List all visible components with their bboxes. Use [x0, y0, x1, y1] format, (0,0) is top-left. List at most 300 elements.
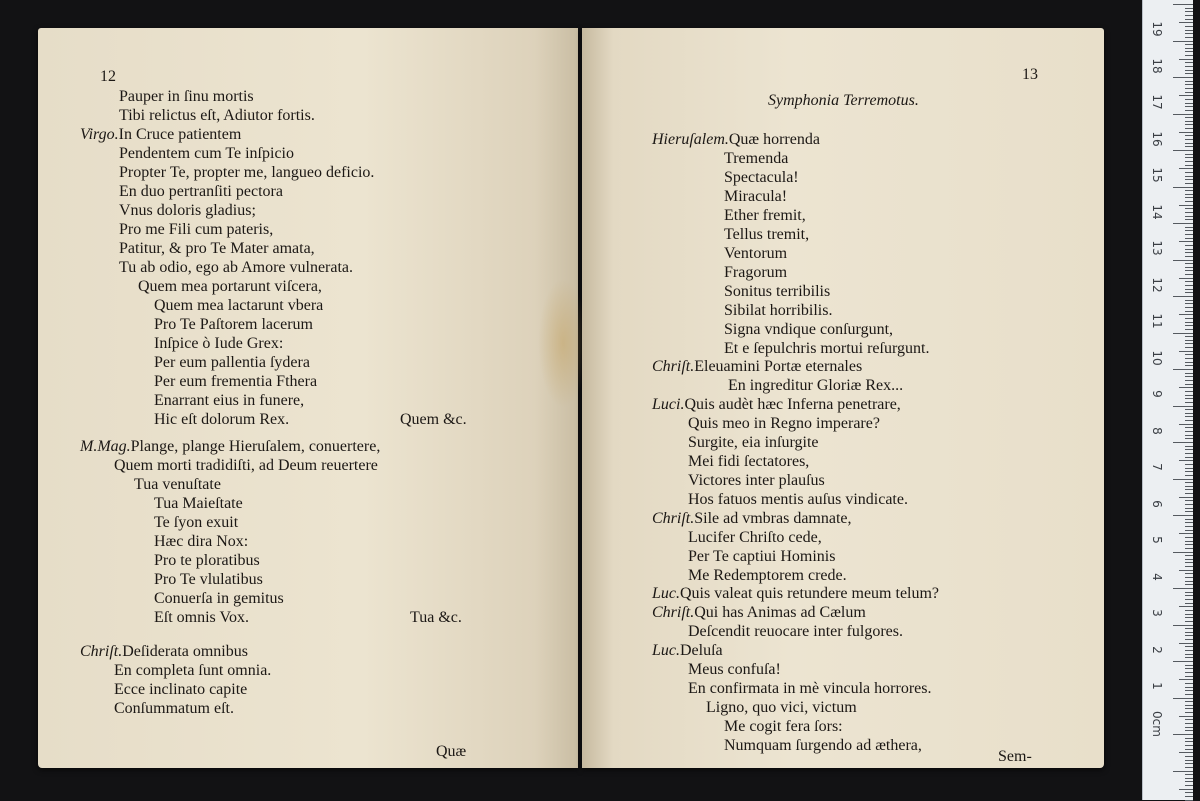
line-text: Plange, plange Hieruſalem, conuertere, — [130, 438, 381, 455]
ruler-tick — [1185, 792, 1193, 793]
speaker-label: Chriſt. — [652, 604, 695, 621]
ruler-tick — [1185, 51, 1193, 52]
ruler-tick — [1185, 194, 1193, 195]
ruler-tick — [1185, 730, 1193, 731]
text-line — [119, 240, 315, 258]
text-line — [652, 510, 852, 528]
catchword: Sem- — [998, 748, 1032, 765]
line-text: Hos fatuos mentis auſus vindicate. — [688, 491, 908, 508]
line-text: Ecce inclinato capite — [114, 681, 248, 698]
text-line — [688, 491, 908, 509]
line-text: Deſcendit reuocare inter fulgores. — [688, 623, 904, 640]
page-number: 12 — [100, 68, 116, 85]
ruler-tick — [1185, 668, 1193, 669]
text-line — [154, 590, 284, 608]
ruler-tick — [1185, 475, 1193, 476]
refrain-mark: Tua &c. — [410, 609, 462, 626]
text-line — [724, 718, 843, 736]
line-text: Tua Maieſtate — [154, 495, 243, 512]
ruler-tick — [1185, 486, 1193, 487]
ruler-tick — [1185, 530, 1193, 531]
ruler-tick — [1185, 219, 1193, 220]
ruler-label: 12 — [1150, 276, 1164, 293]
ruler-tick — [1185, 493, 1193, 494]
ruler-tick — [1185, 311, 1193, 312]
text-line — [80, 643, 248, 661]
ruler-tick — [1179, 278, 1193, 279]
text-line — [114, 681, 247, 699]
ruler-tick — [1185, 183, 1193, 184]
ruler-tick — [1179, 679, 1193, 680]
text-line — [688, 548, 835, 566]
ruler-tick — [1185, 190, 1193, 191]
speaker-label: Chriſt. — [652, 510, 695, 527]
text-line — [724, 264, 787, 282]
ruler-tick — [1173, 515, 1193, 516]
right-page — [582, 28, 1104, 768]
ruler-tick — [1185, 227, 1193, 228]
ruler-tick — [1185, 161, 1193, 162]
ruler-tick — [1185, 690, 1193, 691]
line-text: Conuerſa in gemitus — [154, 590, 284, 607]
ruler-tick — [1185, 639, 1193, 640]
line-text: En duo pertranſiti pectora — [119, 183, 283, 200]
ruler-tick — [1185, 358, 1193, 359]
ruler-label: 10 — [1150, 349, 1164, 366]
ruler-label: 17 — [1150, 94, 1164, 110]
ruler-tick — [1185, 252, 1193, 253]
ruler-tick — [1173, 369, 1193, 370]
ruler-tick — [1185, 263, 1193, 264]
ruler-tick — [1185, 566, 1193, 567]
ruler-tick — [1185, 519, 1193, 520]
ruler-tick — [1185, 256, 1193, 257]
ruler-tick — [1185, 106, 1193, 107]
text-line — [724, 226, 809, 244]
ruler-tick — [1185, 584, 1193, 585]
ruler-tick — [1179, 314, 1193, 315]
line-text: Inſpice ò Iude Grex: — [154, 335, 284, 352]
ruler-tick — [1185, 559, 1193, 560]
ruler-tick — [1185, 365, 1193, 366]
ruler-tick — [1173, 260, 1193, 261]
ruler-tick — [1185, 274, 1193, 275]
ruler-tick — [1173, 625, 1193, 626]
ruler-tick — [1185, 99, 1193, 100]
ruler-tick — [1185, 420, 1193, 421]
ruler-tick — [1179, 132, 1193, 133]
ruler-tick — [1185, 749, 1193, 750]
line-text: Surgite, eia inſurgite — [688, 434, 819, 451]
ruler-tick — [1185, 694, 1193, 695]
ruler-tick — [1179, 752, 1193, 753]
ruler-tick — [1185, 384, 1193, 385]
text-line — [724, 245, 787, 263]
line-text: Numquam ſurgendo ad æthera, — [724, 737, 922, 754]
ruler-tick — [1185, 336, 1193, 337]
line-text: Deſiderata omnibus — [122, 643, 248, 660]
text-line — [154, 373, 317, 391]
text-line — [724, 169, 799, 187]
line-text: In Cruce patientem — [118, 126, 242, 143]
speaker-label: M.Mag. — [80, 438, 131, 455]
line-text: Propter Te, propter me, langueo deficio. — [119, 164, 375, 181]
text-line — [80, 126, 241, 144]
ruler-tick — [1185, 654, 1193, 655]
ruler-tick — [1179, 387, 1193, 388]
ruler-tick — [1185, 267, 1193, 268]
line-text: Quæ horrenda — [728, 131, 820, 148]
text-line — [138, 278, 322, 296]
line-text: Spectacula! — [724, 169, 799, 186]
ruler-tick — [1185, 249, 1193, 250]
ruler-tick — [1185, 657, 1193, 658]
text-line — [724, 302, 832, 320]
line-text: Pendentem cum Te inſpicio — [119, 145, 294, 162]
line-text: Quis meo in Regno imperare? — [688, 415, 880, 432]
ruler-tick — [1185, 632, 1193, 633]
ruler-tick — [1185, 8, 1193, 9]
ruler-tick — [1185, 511, 1193, 512]
ruler-tick — [1185, 676, 1193, 677]
ruler-tick — [1185, 635, 1193, 636]
ruler-tick — [1185, 216, 1193, 217]
ruler-tick — [1185, 11, 1193, 12]
text-line — [652, 396, 901, 414]
ruler-tick — [1185, 398, 1193, 399]
ruler-tick — [1185, 143, 1193, 144]
text-line — [119, 221, 273, 239]
ruler-tick — [1185, 395, 1193, 396]
ruler-tick — [1185, 347, 1193, 348]
ruler-tick — [1185, 292, 1193, 293]
ruler-tick — [1185, 431, 1193, 432]
ruler-tick — [1185, 208, 1193, 209]
line-text: Fragorum — [724, 264, 788, 281]
ruler-tick — [1185, 154, 1193, 155]
ruler-tick — [1185, 683, 1193, 684]
line-text: Vnus doloris gladius; — [119, 202, 256, 219]
ruler-tick — [1185, 172, 1193, 173]
ruler-tick — [1179, 460, 1193, 461]
ruler-tick — [1185, 760, 1193, 761]
ruler-tick — [1185, 464, 1193, 465]
ruler-tick — [1173, 114, 1193, 115]
line-text: Tibi relictus eſt, Adiutor fortis. — [119, 107, 315, 124]
ruler-tick — [1179, 205, 1193, 206]
text-line — [134, 476, 221, 494]
line-text: Pro me Fili cum pateris, — [119, 221, 274, 238]
line-text: Per eum frementia Fthera — [154, 373, 318, 390]
line-text: En completa ſunt omnia. — [114, 662, 272, 679]
text-line — [652, 358, 862, 376]
ruler-tick — [1185, 778, 1193, 779]
ruler-tick — [1185, 614, 1193, 615]
ruler-tick — [1179, 59, 1193, 60]
ruler-tick — [1173, 150, 1193, 151]
ruler-tick — [1185, 19, 1193, 20]
open-book — [34, 28, 1114, 776]
ruler-tick — [1185, 438, 1193, 439]
ruler-tick — [1173, 4, 1193, 5]
ruler-tick — [1185, 471, 1193, 472]
ruler-tick — [1185, 146, 1193, 147]
ruler-tick — [1185, 230, 1193, 231]
ruler-tick — [1185, 30, 1193, 31]
line-text: Conſummatum eſt. — [114, 700, 234, 717]
ruler-tick — [1185, 468, 1193, 469]
ruler-tick — [1185, 373, 1193, 374]
ruler-tick — [1179, 497, 1193, 498]
ruler-tick — [1185, 610, 1193, 611]
line-text: Quem mea lactarunt vbera — [154, 297, 324, 314]
ruler-tick — [1185, 66, 1193, 67]
ruler-tick — [1185, 55, 1193, 56]
text-line — [652, 642, 723, 660]
speaker-label: Virgo. — [80, 126, 119, 143]
line-text: Patitur, & pro Te Mater amata, — [119, 240, 315, 257]
ruler-tick — [1185, 340, 1193, 341]
ruler-tick — [1185, 489, 1193, 490]
ruler-tick — [1185, 504, 1193, 505]
ruler-tick — [1185, 756, 1193, 757]
ruler-tick — [1185, 285, 1193, 286]
text-line — [688, 661, 781, 679]
text-line — [688, 434, 819, 452]
ruler-tick — [1179, 351, 1193, 352]
ruler-tick — [1185, 281, 1193, 282]
text-line — [706, 699, 857, 717]
text-line — [154, 495, 243, 513]
text-line — [114, 457, 378, 475]
ruler-tick — [1185, 391, 1193, 392]
text-line — [724, 207, 806, 225]
ruler-tick — [1185, 767, 1193, 768]
line-text: Te ſyon exuit — [154, 514, 239, 531]
line-text: Lucifer Chriſto cede, — [688, 529, 822, 546]
ruler-tick — [1185, 672, 1193, 673]
ruler-tick — [1185, 270, 1193, 271]
text-line — [688, 529, 822, 547]
ruler-tick — [1173, 296, 1193, 297]
text-line — [154, 609, 249, 627]
ruler-tick — [1185, 362, 1193, 363]
ruler-label: 1 — [1150, 682, 1164, 690]
ruler-label: 19 — [1150, 21, 1164, 37]
text-line — [154, 552, 260, 570]
line-text: En confirmata in mè vincula horrores. — [688, 680, 932, 697]
line-text: Pauper in ſinu mortis — [119, 88, 254, 105]
ruler-tick — [1185, 179, 1193, 180]
speaker-label: Hieruſalem. — [652, 131, 729, 148]
text-line — [154, 571, 263, 589]
ruler-tick — [1185, 380, 1193, 381]
ruler-tick — [1179, 22, 1193, 23]
line-text: Quem morti tradidiſti, ad Deum reuertere — [114, 457, 378, 474]
ruler-tick — [1185, 544, 1193, 545]
text-line — [154, 514, 238, 532]
ruler-label: 0cm — [1150, 710, 1164, 737]
line-text: Pro Te Paſtorem lacerum — [154, 316, 313, 333]
ruler-tick — [1185, 650, 1193, 651]
ruler-tick — [1185, 37, 1193, 38]
text-line — [724, 150, 788, 168]
ruler-tick — [1185, 646, 1193, 647]
text-line — [724, 283, 830, 301]
line-text: Eleuamini Portæ eternales — [694, 358, 863, 375]
ruler-tick — [1185, 343, 1193, 344]
ruler-tick — [1185, 15, 1193, 16]
ruler-tick — [1185, 402, 1193, 403]
text-line — [154, 297, 323, 315]
ruler-tick — [1185, 599, 1193, 600]
line-text: Ether fremit, — [724, 207, 806, 224]
ruler-tick — [1185, 595, 1193, 596]
speaker-label: Luc. — [652, 642, 680, 659]
ruler-tick — [1185, 603, 1193, 604]
line-text: Tremenda — [724, 150, 789, 167]
text-line — [154, 411, 289, 429]
line-text: Sibilat horribilis. — [724, 302, 833, 319]
ruler-tick — [1185, 26, 1193, 27]
ruler-tick — [1185, 322, 1193, 323]
ruler-tick — [1185, 44, 1193, 45]
ruler-tick — [1179, 570, 1193, 571]
ruler-tick — [1185, 62, 1193, 63]
ruler-tick — [1185, 555, 1193, 556]
ruler-tick — [1173, 406, 1193, 407]
ruler-tick — [1185, 457, 1193, 458]
ruler-tick — [1185, 157, 1193, 158]
ruler-label: 16 — [1150, 130, 1164, 147]
ruler-tick — [1185, 573, 1193, 574]
ruler-label: 5 — [1150, 536, 1164, 544]
ruler-tick — [1185, 577, 1193, 578]
ruler-tick — [1185, 88, 1193, 89]
ruler-tick — [1173, 223, 1193, 224]
ruler-tick — [1185, 416, 1193, 417]
text-line — [724, 340, 929, 358]
text-line — [119, 183, 283, 201]
page-number: 13 — [1022, 66, 1038, 83]
ruler-tick — [1185, 708, 1193, 709]
ruler-tick — [1185, 117, 1193, 118]
line-text: Deluſa — [680, 642, 723, 659]
ruler-tick — [1185, 307, 1193, 308]
text-line — [154, 354, 310, 372]
ruler-tick — [1185, 796, 1193, 797]
line-text: Et e ſepulchris mortui reſurgunt. — [724, 340, 930, 357]
ruler-tick — [1185, 705, 1193, 706]
line-text: Me Redemptorem crede. — [688, 567, 847, 584]
text-line — [688, 680, 931, 698]
ruler-label: 9 — [1150, 390, 1164, 398]
ruler-tick — [1185, 197, 1193, 198]
ruler-tick — [1185, 176, 1193, 177]
ruler-tick — [1185, 548, 1193, 549]
ruler-tick — [1179, 95, 1193, 96]
ruler-tick — [1179, 533, 1193, 534]
ruler-tick — [1185, 628, 1193, 629]
line-text: Meus confuſa! — [688, 661, 781, 678]
ruler-tick — [1185, 687, 1193, 688]
ruler-tick — [1185, 617, 1193, 618]
ruler-tick — [1185, 238, 1193, 239]
text-line — [119, 88, 254, 106]
line-text: Eſt omnis Vox. — [154, 609, 249, 626]
ruler-tick — [1173, 77, 1193, 78]
ruler-tick — [1185, 354, 1193, 355]
text-line — [688, 472, 825, 490]
ruler-tick — [1185, 73, 1193, 74]
line-text: En ingreditur Gloriæ Rex... — [728, 377, 904, 394]
ruler-tick — [1173, 479, 1193, 480]
line-text: Ventorum — [724, 245, 788, 262]
left-page — [38, 28, 578, 768]
ruler-label: 14 — [1150, 203, 1164, 220]
ruler-tick — [1185, 376, 1193, 377]
line-text: Signa vndique conſurgunt, — [724, 321, 894, 338]
text-line — [154, 335, 283, 353]
water-stain — [538, 278, 588, 408]
ruler-tick — [1185, 110, 1193, 111]
ruler-tick — [1185, 300, 1193, 301]
ruler-tick — [1185, 289, 1193, 290]
ruler-label: 7 — [1150, 463, 1164, 471]
ruler-tick — [1173, 41, 1193, 42]
line-text: Per Te captiui Hominis — [688, 548, 836, 565]
ruler-tick — [1185, 537, 1193, 538]
ruler-tick — [1185, 727, 1193, 728]
text-line — [154, 316, 313, 334]
refrain-mark: Quem &c. — [400, 411, 467, 428]
catchword: Quæ — [436, 743, 467, 760]
ruler-tick — [1185, 135, 1193, 136]
line-text: Me cogit fera ſors: — [724, 718, 843, 735]
text-line — [652, 604, 866, 622]
ruler-tick — [1185, 621, 1193, 622]
ruler-tick — [1185, 665, 1193, 666]
ruler-tick — [1185, 409, 1193, 410]
text-line — [80, 438, 380, 456]
text-line — [688, 453, 809, 471]
ruler-tick — [1185, 128, 1193, 129]
speaker-label: Luci. — [652, 396, 685, 413]
line-text: Pro Te vlulatibus — [154, 571, 263, 588]
ruler-label: 15 — [1150, 167, 1164, 183]
ruler-tick — [1173, 661, 1193, 662]
ruler-tick — [1185, 427, 1193, 428]
ruler-tick — [1179, 241, 1193, 242]
ruler-label: 13 — [1150, 240, 1164, 256]
ruler-tick — [1185, 738, 1193, 739]
ruler-tick — [1185, 435, 1193, 436]
ruler-tick — [1185, 446, 1193, 447]
ruler-tick — [1179, 606, 1193, 607]
line-text: Qui has Animas ad Cælum — [694, 604, 866, 621]
line-text: Quem mea portarunt viſcera, — [138, 278, 322, 295]
ruler-label: 6 — [1150, 499, 1164, 508]
text-line — [119, 202, 256, 220]
ruler-tick — [1185, 581, 1193, 582]
ruler-tick — [1185, 781, 1193, 782]
text-line — [728, 377, 903, 395]
ruler-tick — [1173, 698, 1193, 699]
text-line — [154, 392, 304, 410]
speaker-label: Chriſt. — [652, 358, 695, 375]
ruler-tick — [1185, 500, 1193, 501]
ruler-tick — [1185, 763, 1193, 764]
